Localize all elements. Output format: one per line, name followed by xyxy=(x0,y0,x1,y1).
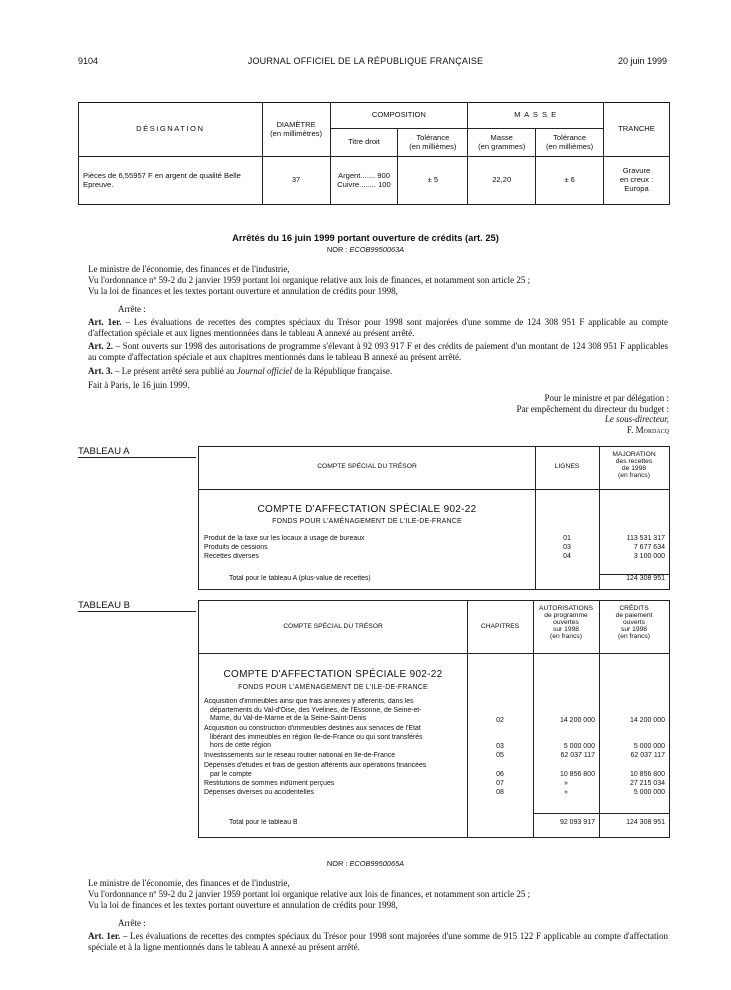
tableau-b-chapitre: 02 xyxy=(496,717,504,724)
page-number: 9104 xyxy=(78,56,99,66)
signature-block: Pour le ministre et par délégation : Par empêchement du directeur du budget : Le sous-directeur, F. Mordacq xyxy=(516,393,669,435)
tableau-b-chapitre: 05 xyxy=(496,752,504,759)
tableau-b-section-subtitle: FONDS POUR L'AMÉNAGEMENT DE L'ILE-DE-FRANCE xyxy=(238,684,428,691)
header-tolerance-masse: Tolérance (en millièmes) xyxy=(536,129,604,157)
tableau-b-credit-value: 5 000 000 xyxy=(633,743,665,750)
tableau-a-ligne: 04 xyxy=(563,553,571,560)
tableau-b-row-label: Acquisition d'immeubles ainsi que frais annexes y afférents, dans les départements du Val-d'Oise, des Yvelines, de l'Essonne, de Seine-et- Marne, du Val-de-Marne et de la Seine-Saint-Denis xyxy=(204,698,422,723)
tableau-b-total-label: Total pour le tableau B xyxy=(229,819,298,826)
tableau-b-autorisation-value: » xyxy=(564,789,568,796)
header-titre-droit: Titre droit xyxy=(330,129,398,157)
decree-title: Arrêtés du 16 juin 1999 portant ouverture de crédits (art. 25) xyxy=(232,232,499,243)
cell-tolerance-composition: ± 5 xyxy=(398,157,468,205)
tableau-a-header-lignes: LIGNES xyxy=(554,463,580,470)
decree-preamble: Le ministre de l'économie, des finances et de l'industrie, Vu l'ordonnance nº 59-2 du 2 janvier 1959 portant loi organique relative aux lois de finances, et notamment son article 25 ; Vu la loi de finances et les textes portant ouverture et annulation de crédits pour 1998, xyxy=(88,264,531,296)
tableau-a-row-label: Recettes diverses xyxy=(204,553,259,560)
tableau-b-credit-value: 5 000 000 xyxy=(633,789,665,796)
tableau-b-header-compte: COMPTE SPÉCIAL DU TRÉSOR xyxy=(283,623,383,630)
header-masse: M A S S E xyxy=(468,103,604,129)
tableau-b-autorisation-value: 5 000 000 xyxy=(563,743,595,750)
tableau-a-total-label: Total pour le tableau A (plus-value de recettes) xyxy=(229,575,371,582)
tableau-b-row-label: Dépenses diverses ou accidentelles xyxy=(204,789,314,796)
tableau-b-row-label: Restitutions de sommes indûment perçues xyxy=(204,780,335,787)
tableau-b-credit-value: 10 856 800 xyxy=(629,771,665,778)
header-diametre: DIAMÈTRE (en millimètres) xyxy=(262,103,330,157)
article-2: Art. 2. – Sont ouverts sur 1998 des autorisations de programme s'élevant à 92 093 917 F et des crédits de paiement d'un montant de 124 308 951 F applicables au compte d'affectation spéciale et aux chapitres mentionnés dans le tableau B annexé au présent arrêté. xyxy=(88,341,668,362)
tableau-a-header-compte: COMPTE SPÉCIAL DU TRÉSOR xyxy=(317,463,417,470)
tableau-b-credit-value: 62 037 117 xyxy=(630,752,665,759)
tableau-a-ligne: 01 xyxy=(563,535,571,542)
journal-title: JOURNAL OFFICIEL DE LA RÉPUBLIQUE FRANÇAISE xyxy=(247,56,484,66)
header-composition: COMPOSITION xyxy=(330,103,468,129)
arrete-2-word: Arrête : xyxy=(118,918,146,928)
cell-tranche: Gravure en creux : Europa xyxy=(604,157,670,205)
tableau-b-label: TABLEAU B xyxy=(78,600,196,612)
tableau-b-credit-value: 14 200 000 xyxy=(629,717,665,724)
tableau-a-value: 7 677 634 xyxy=(633,544,665,551)
nor-reference-2: NOR : ECOB9950065A xyxy=(326,859,405,868)
tableau-b-autorisation-value: 10 856 800 xyxy=(559,771,595,778)
cell-designation: Pièces de 6,55957 F en argent de qualité Belle Epreuve. xyxy=(79,157,263,205)
tableau-b-header-credits: CRÉDITS de paiement ouverts sur 1998 (en francs) xyxy=(615,605,653,641)
article-3: Art. 3. – Le présent arrêté sera publié au Journal officiel de la République française. xyxy=(88,366,393,376)
cell-tolerance-masse: ± 6 xyxy=(536,157,604,205)
tableau-b-section-title: COMPTE D'AFFECTATION SPÉCIALE 902-22 xyxy=(223,669,443,680)
article-1: Art. 1er. – Les évaluations de recettes des comptes spéciaux du Trésor pour 1998 sont majorées d'une somme de 124 308 951 F applicable au compte d'affectation spéciale et aux lignes mentionnées dans le tableau A annexé au présent arrêté. xyxy=(88,317,669,338)
arrete-word: Arrête : xyxy=(118,304,146,314)
tableau-a-total-value: 124 308 951 xyxy=(626,575,665,582)
tableau-a-label: TABLEAU A xyxy=(78,446,196,458)
tableau-b-autorisation-value: 14 200 000 xyxy=(559,717,595,724)
nor-reference-1: NOR : ECOB9950063A xyxy=(326,245,405,254)
tableau-b-autorisation-value: » xyxy=(564,780,568,787)
tableau-b-row-label: Investissements sur le réseau routier national en Ile-de-France xyxy=(204,752,396,759)
tableau-a-section-subtitle: FONDS POUR L'AMÉNAGEMENT DE L'ILE-DE-FRANCE xyxy=(272,518,462,525)
cell-diametre: 37 xyxy=(262,157,330,205)
tableau-b-autorisation-value: 62 037 117 xyxy=(560,752,595,759)
tableau-b-row-label: Dépenses d'études et frais de gestion afférents aux opérations financées par le compte xyxy=(204,762,427,778)
fait-a-paris: Fait à Paris, le 16 juin 1999. xyxy=(88,380,190,390)
tableau-a-section-title: COMPTE D'AFFECTATION SPÉCIALE 902-22 xyxy=(257,504,477,515)
tableau-b-chapitre: 07 xyxy=(496,780,504,787)
tableau-a xyxy=(198,446,670,590)
tableau-a-value: 113 531 317 xyxy=(626,535,665,542)
cell-titre: Argent....... 900 Cuivre........ 100 xyxy=(330,157,398,205)
tableau-b-total-credits: 124 308 951 xyxy=(626,819,665,826)
tableau-a-ligne: 03 xyxy=(563,544,571,551)
coin-specification-table xyxy=(78,102,670,205)
decree-2-article-1: Art. 1er. – Les évaluations de recettes des comptes spéciaux du Trésor pour 1998 sont majorées d'une somme de 915 122 F applicable au compte d'affectation spéciale et à la ligne mentionnés dans le tableau A annexé au présent arrêté. xyxy=(88,931,668,952)
tableau-b-header-chapitres: CHAPITRES xyxy=(480,623,520,630)
tableau-b-header-autorisations: AUTORISATIONS de programme ouvertes sur 1998 (en francs) xyxy=(538,605,593,641)
tableau-b-chapitre: 08 xyxy=(496,789,504,796)
tableau-b-chapitre: 06 xyxy=(496,771,504,778)
tableau-b-chapitre: 03 xyxy=(496,743,504,750)
cell-masse: 22,20 xyxy=(468,157,536,205)
tableau-a-header-majoration: MAJORATION des recettes de 1998 (en francs) xyxy=(612,451,656,480)
decree-2-preamble: Le ministre de l'économie, des finances et de l'industrie, Vu l'ordonnance nº 59-2 du 2 janvier 1959 portant loi organique relative aux lois de finances, et notamment son article 25 ; Vu la loi de finances et les textes portant ouverture et annulation de crédits pour 1998, xyxy=(88,878,531,910)
tableau-b-row-label: Acquisition ou construction d'immeubles destinés aux services de l'Etat libérant des immeubles en région Ile-de-France ou qui sont transférés hors de cette région xyxy=(204,725,423,750)
tableau-b-total-autorisations: 92 093 917 xyxy=(559,819,595,826)
tableau-b-credit-value: 27 215 034 xyxy=(629,780,665,787)
header-masse-grammes: Masse (en grammes) xyxy=(468,129,536,157)
header-tolerance-composition: Tolérance (en millièmes) xyxy=(398,129,468,157)
tableau-a-row-label: Produit de la taxe sur les locaux à usage de bureaux xyxy=(204,535,365,542)
tableau-a-value: 3 100 000 xyxy=(633,553,665,560)
issue-date: 20 juin 1999 xyxy=(617,56,667,66)
header-tranche: TRANCHE xyxy=(604,103,670,157)
header-designation: DÉSIGNATION xyxy=(79,103,263,157)
tableau-a-row-label: Produits de cessions xyxy=(204,544,268,551)
tableau-b xyxy=(198,600,670,838)
